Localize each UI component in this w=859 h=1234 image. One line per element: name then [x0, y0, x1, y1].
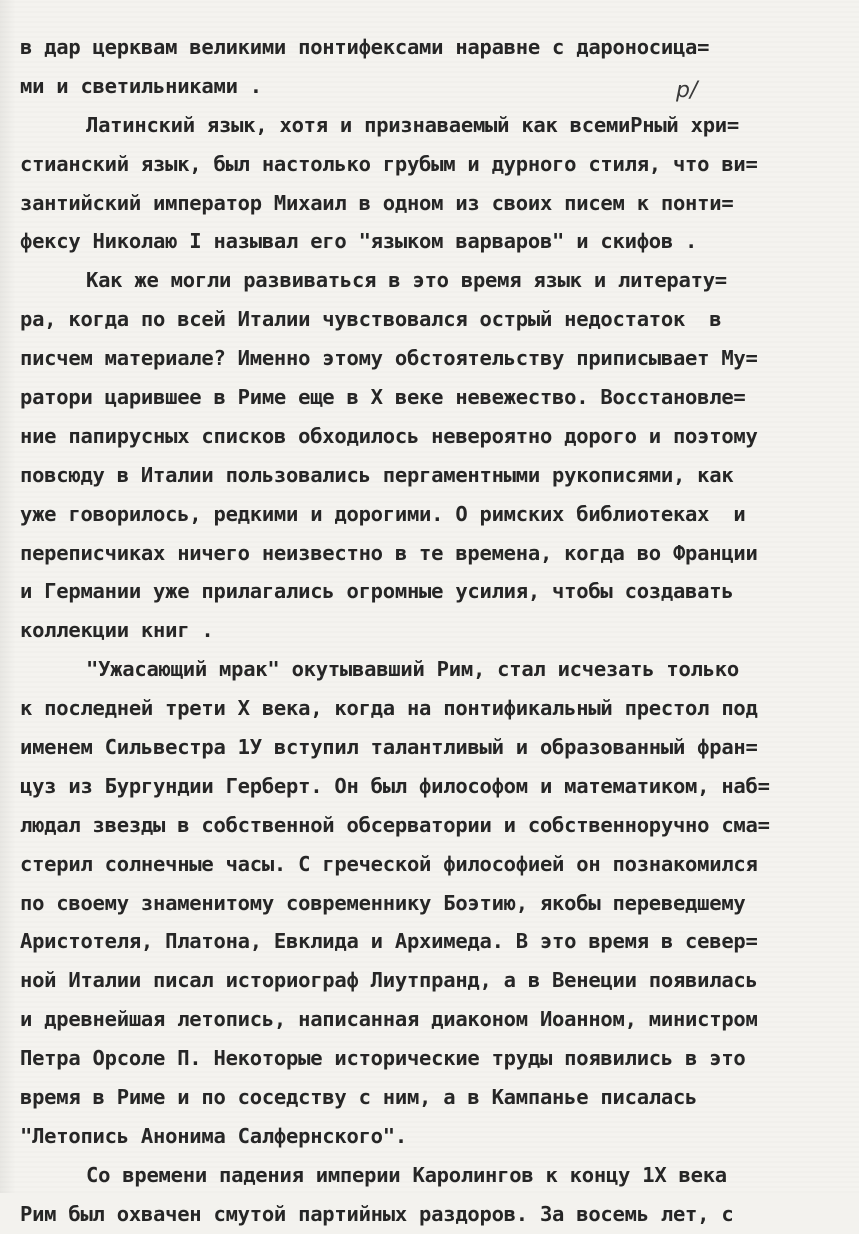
text-line-16: коллекции книг .: [20, 618, 214, 643]
text-line-19: именем Сильвестра 1У вступил талантливый и образованный фран=: [20, 735, 758, 760]
text-line-6: фексу Николаю I называл его "языком варваров" и скифов .: [20, 229, 698, 254]
text-line-29: "Летопись Анонима Салфернского".: [20, 1123, 407, 1148]
text-line-2: ми и светильниками .: [20, 73, 262, 98]
text-line-21: людал звезды в собственной обсерватории и собственноручно сма=: [20, 812, 770, 837]
text-line-9: писчем материале? Именно этому обстоятельству приписывает Му=: [20, 346, 758, 371]
text-line-23: по своему знаменитому современнику Боэтию, якобы переведшему: [20, 890, 746, 915]
text-line-13: уже говорилось, редкими и дорогими. О римских библиотеках и: [20, 501, 746, 526]
text-line-22: стерил солнечные часы. С греческой философией он познакомился: [20, 851, 758, 876]
text-line-10: ратори царившее в Риме еще в X веке невежество. Восстановле=: [20, 385, 746, 410]
text-line-30: Со времени падения империи Каролингов к концу 1X века: [86, 1162, 727, 1187]
text-line-14: переписчиках ничего неизвестно в те времена, когда во Франции: [20, 540, 758, 565]
text-line-5: зантийский император Михаил в одном из своих писем к понти=: [20, 190, 734, 215]
handwritten-correction-mark: р/: [676, 78, 698, 103]
text-line-25: ной Италии писал историограф Лиутпранд, а в Венеции появилась: [20, 968, 758, 993]
text-line-15: и Германии уже прилагались огромные усилия, чтобы создавать: [20, 579, 734, 604]
text-line-26: и древнейшая летопись, написанная диаконом Иоанном, министром: [20, 1007, 758, 1032]
text-line-1: в дар церквам великими понтифексами наравне с дароносица=: [20, 35, 710, 59]
text-line-18: к последней трети X века, когда на понтификальный престол под: [20, 696, 758, 721]
text-line-11: ние папирусных списков обходилось невероятно дорого и поэтому: [20, 423, 758, 448]
text-line-7: Как же могли развиваться в это время язык и литерату=: [86, 268, 727, 293]
text-line-24: Аристотеля, Платона, Евклида и Архимеда. В это время в север=: [20, 929, 758, 954]
text-line-4: стианский язык, был настолько грубым и дурного стиля, что ви=: [20, 151, 758, 176]
text-line-8: ра, когда по всей Италии чувствовался острый недостаток в: [20, 307, 722, 332]
text-line-31: Рим был охвачен смутой партийных раздоров. За восемь лет, с: [20, 1201, 734, 1226]
text-line-27: Петра Орсоле П. Некоторые исторические труды появились в это: [20, 1046, 746, 1071]
text-line-12: повсюду в Италии пользовались пергаментными рукописями, как: [20, 462, 734, 487]
text-line-28: время в Риме и по соседству с ним, а в Кампанье писалась: [20, 1085, 698, 1110]
document-text: [20, 28, 840, 1234]
text-line-3: Латинский язык, хотя и признаваемый как всемиРный хри=: [86, 112, 739, 137]
text-line-20: цуз из Бургундии Герберт. Он был философом и математиком, наб=: [20, 773, 770, 798]
text-line-17: "Ужасающий мрак" окутывавший Рим, стал исчезать только: [86, 657, 739, 682]
